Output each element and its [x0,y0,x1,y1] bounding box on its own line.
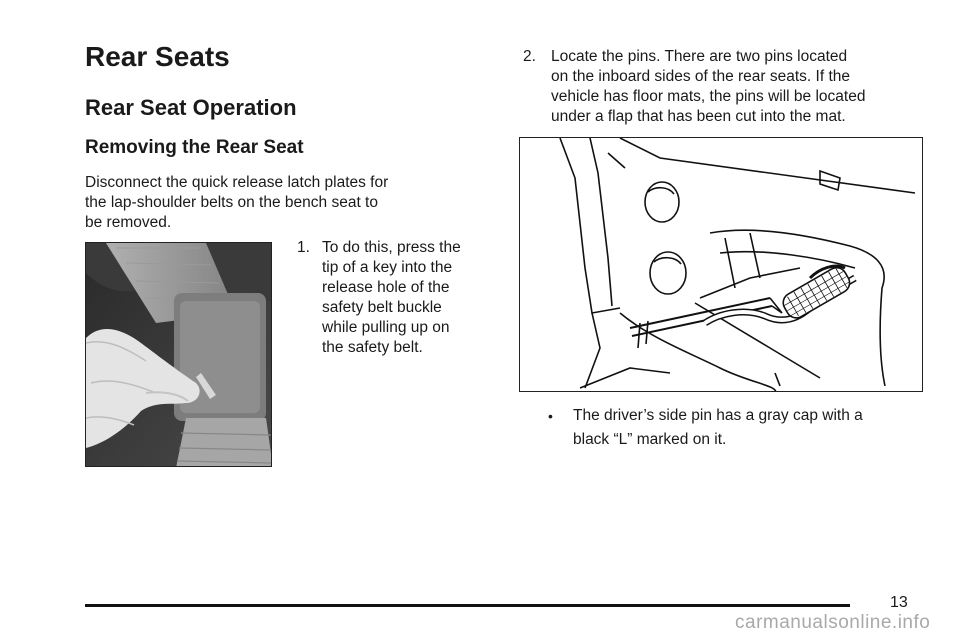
step-line: on the inboard sides of the rear seats. If the [551,68,850,85]
watermark: carmanualsonline.info [735,612,931,633]
step-2 [523,47,933,132]
bullet-item [548,404,938,454]
seat-pin-diagram [519,137,923,392]
bullet-text [573,404,863,452]
intro-line: Disconnect the quick release latch plates for [85,174,389,191]
step-line: safety belt buckle [322,299,442,316]
step-line: while pulling up on [322,319,450,336]
section-title: Rear Seat Operation [85,95,297,120]
page-number: 13 [890,594,908,611]
intro-paragraph [85,173,465,233]
step-text [551,47,865,127]
step-line: vehicle has floor mats, the pins will be located [551,88,866,105]
subsection-title: Removing the Rear Seat [85,137,304,158]
bullet-line: black “L” marked on it. [573,431,727,448]
step-line: the safety belt. [322,339,423,356]
buckle-release-photo [85,242,272,467]
intro-line: the lap-shoulder belts on the bench seat to [85,194,378,211]
buckle-release-illustration [86,243,272,467]
step-line: To do this, press the [322,239,461,256]
step-line: release hole of the [322,279,450,296]
footer-rule [85,604,850,607]
bullet-marker: • [548,408,553,424]
step-number: 1. [297,239,310,256]
intro-line: be removed. [85,214,172,231]
step-line: Locate the pins. There are two pins located [551,48,848,65]
step-number: 2. [523,48,536,65]
step-line: under a flap that has been cut into the mat. [551,108,846,125]
seat-pin-illustration [520,138,923,392]
step-1 [297,238,497,368]
page-title: Rear Seats [85,41,230,72]
step-text [322,238,461,358]
bullet-line: The driver’s side pin has a gray cap with a [573,407,863,424]
step-line: tip of a key into the [322,259,453,276]
